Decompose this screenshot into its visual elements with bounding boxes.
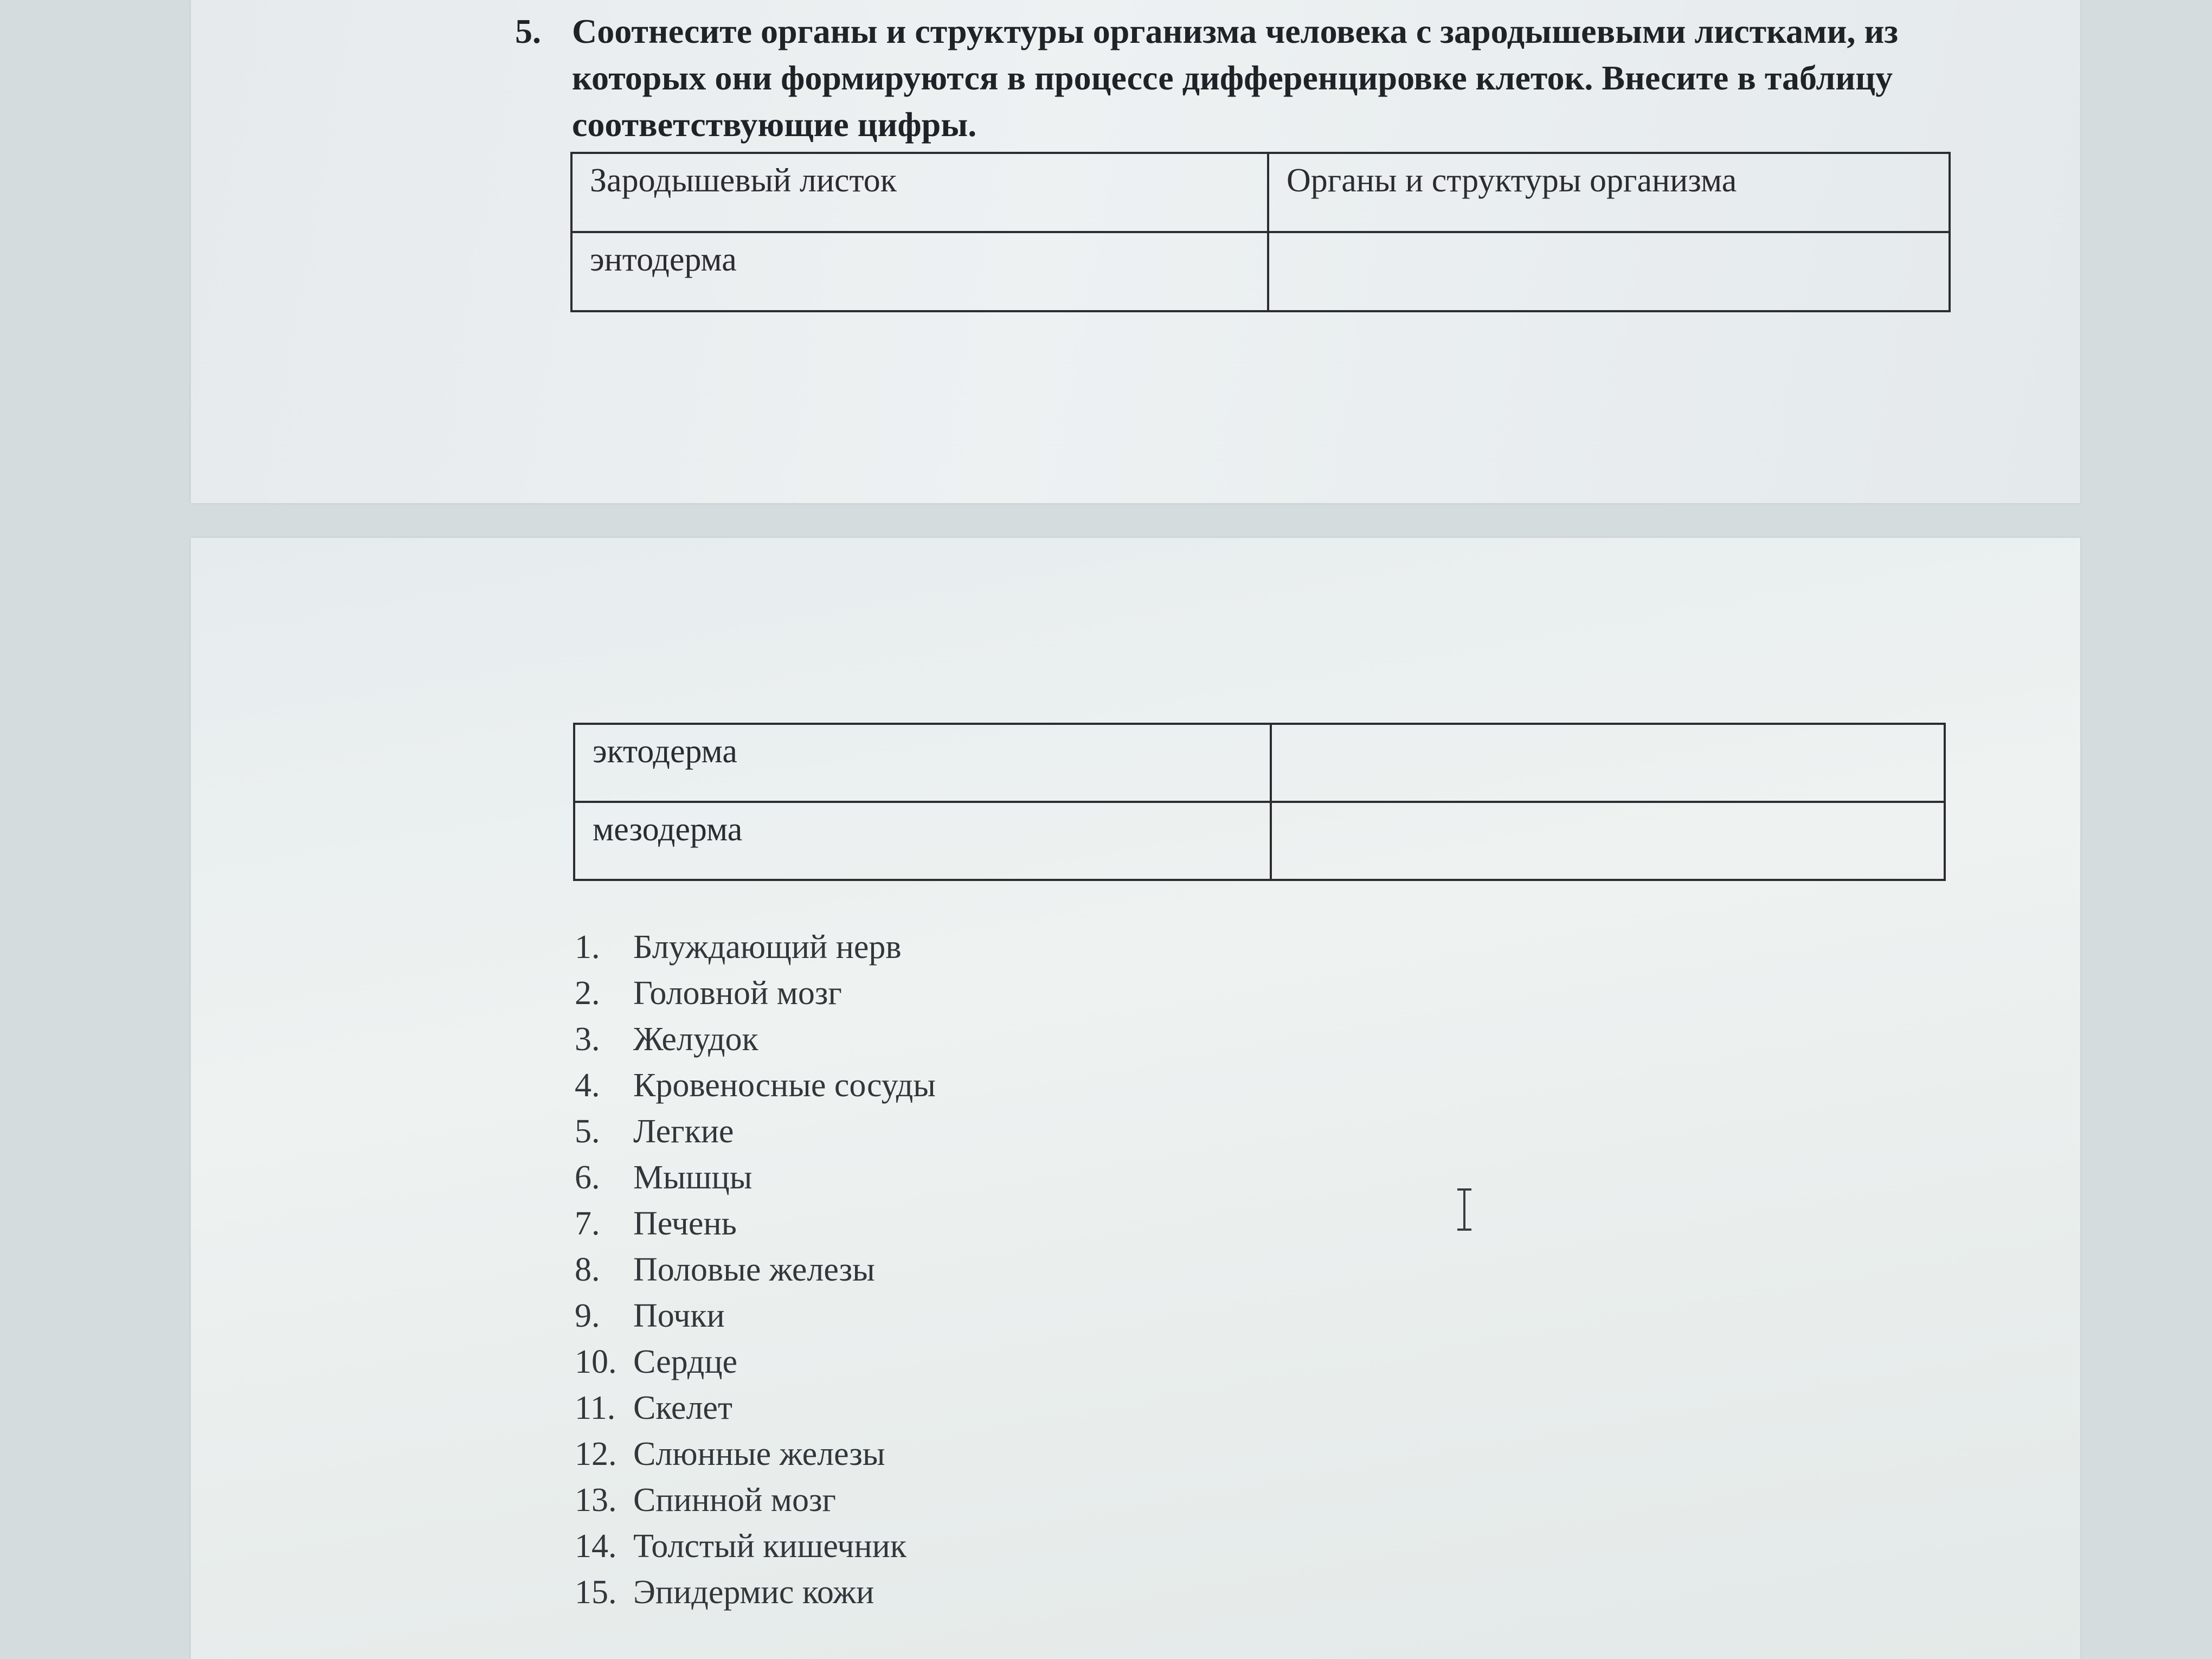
list-item-label: Сердце xyxy=(633,1343,738,1380)
list-item xyxy=(575,1431,936,1477)
task-number: 5. xyxy=(515,12,541,50)
list-item xyxy=(575,924,936,970)
task-statement xyxy=(515,8,1935,148)
list-item-label: Толстый кишечник xyxy=(633,1528,906,1565)
text-cursor-icon xyxy=(1456,1188,1472,1231)
list-item-number: 12. xyxy=(575,1436,617,1472)
list-item xyxy=(575,1339,936,1385)
list-item xyxy=(575,1109,936,1155)
list-item-number: 14. xyxy=(575,1528,617,1565)
cell-endoderm-answer[interactable] xyxy=(1268,232,1950,311)
document-page-2 xyxy=(191,538,2080,1659)
cell-ectoderm-answer[interactable] xyxy=(1271,724,1945,802)
cell-ectoderm: эктодерма xyxy=(574,724,1271,802)
table-row xyxy=(571,232,1950,311)
task-text: Соотнесите органы и структуры организма человека с зародышевыми листками, из которых они формируются в процессе дифференцировке клеток. Внесите в таблицу соответствующие цифры. xyxy=(572,12,1899,144)
list-item xyxy=(575,1201,936,1247)
list-item xyxy=(575,1570,936,1616)
list-item-number: 1. xyxy=(575,929,600,966)
list-item-number: 6. xyxy=(575,1159,600,1196)
list-item-label: Половые железы xyxy=(633,1251,875,1288)
list-item-label: Легкие xyxy=(633,1113,734,1150)
list-item xyxy=(575,970,936,1017)
list-item xyxy=(575,1155,936,1201)
list-item-number: 13. xyxy=(575,1482,617,1519)
list-item-label: Эпидермис кожи xyxy=(633,1574,874,1611)
list-item-label: Головной мозг xyxy=(633,975,842,1012)
list-item-label: Блуждающий нерв xyxy=(633,929,902,966)
table-header-row xyxy=(571,153,1950,232)
list-item xyxy=(575,1523,936,1570)
list-item-label: Мышцы xyxy=(633,1159,753,1196)
header-germ-layer: Зародышевый листок xyxy=(571,153,1268,232)
list-item xyxy=(575,1385,936,1431)
list-item-number: 7. xyxy=(575,1205,600,1242)
list-item-number: 10. xyxy=(575,1343,617,1380)
list-item xyxy=(575,1247,936,1293)
list-item-number: 11. xyxy=(575,1390,616,1426)
list-item-label: Слюнные железы xyxy=(633,1436,885,1472)
cell-endoderm: энтодерма xyxy=(571,232,1268,311)
header-organs: Органы и структуры организма xyxy=(1268,153,1950,232)
list-item-number: 4. xyxy=(575,1067,600,1104)
table-row xyxy=(574,724,1945,802)
cell-mesoderm: мезодерма xyxy=(574,802,1271,880)
organ-list xyxy=(575,924,936,1616)
germ-layer-table-part-2 xyxy=(573,723,1946,881)
list-item-label: Печень xyxy=(633,1205,737,1242)
list-item-label: Спинной мозг xyxy=(633,1482,836,1519)
cell-mesoderm-answer[interactable] xyxy=(1271,802,1945,880)
list-item-number: 2. xyxy=(575,975,600,1012)
list-item-label: Желудок xyxy=(633,1021,758,1058)
list-item xyxy=(575,1063,936,1109)
list-item-number: 15. xyxy=(575,1574,617,1611)
list-item-label: Скелет xyxy=(633,1390,733,1426)
list-item xyxy=(575,1477,936,1523)
list-item xyxy=(575,1293,936,1339)
list-item-label: Кровеносные сосуды xyxy=(633,1067,936,1104)
list-item-label: Почки xyxy=(633,1297,725,1334)
germ-layer-table-part-1 xyxy=(570,152,1951,312)
table-row xyxy=(574,802,1945,880)
list-item-number: 3. xyxy=(575,1021,600,1058)
list-item xyxy=(575,1017,936,1063)
list-item-number: 5. xyxy=(575,1113,600,1150)
list-item-number: 8. xyxy=(575,1251,600,1288)
list-item-number: 9. xyxy=(575,1297,600,1334)
